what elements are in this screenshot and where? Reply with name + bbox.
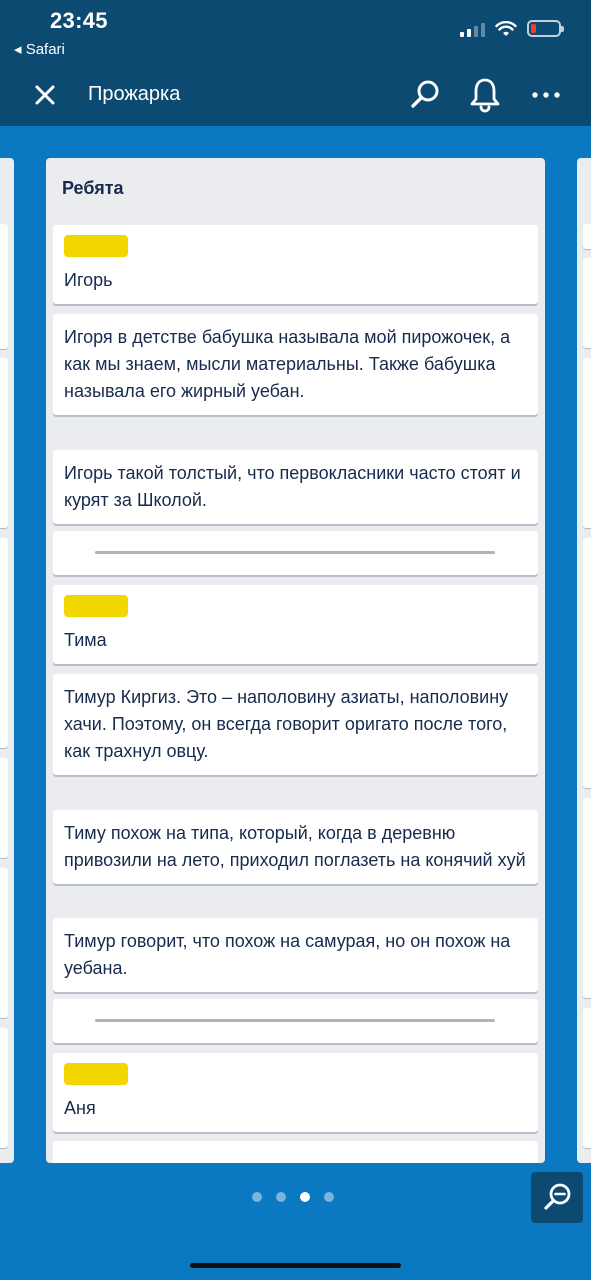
zoom-out-icon — [531, 1172, 583, 1223]
card-tima-1[interactable] — [53, 674, 538, 775]
card-tima[interactable] — [53, 585, 538, 664]
close-icon[interactable] — [30, 80, 60, 110]
divider-line — [95, 1019, 495, 1022]
search-icon[interactable] — [408, 78, 442, 112]
divider-line — [95, 551, 495, 554]
card-text: Тиму похож на типа, который, когда в деревню привозили на лето, приходил поглазеть на конячий хуй — [64, 823, 526, 870]
status-time: 23:45 — [50, 8, 108, 33]
card-igor-2[interactable] — [53, 450, 538, 524]
list-title[interactable]: Ребята — [62, 178, 124, 198]
previous-list-edge[interactable] — [0, 158, 14, 1163]
pager-dot[interactable] — [252, 1192, 262, 1202]
card-text: Игоря в детстве бабушка называла мой пирожочек, а как мы знаем, мысли материальны. Также бабушка называла его жирный уебан. — [64, 327, 511, 401]
card-igor[interactable] — [53, 225, 538, 304]
card-partial[interactable] — [53, 1141, 538, 1163]
card-anya[interactable] — [53, 1053, 538, 1132]
card-text: Аня — [64, 1098, 96, 1118]
board-title: Прожарка — [88, 83, 181, 105]
home-indicator[interactable] — [190, 1263, 401, 1268]
status-icons — [460, 20, 561, 37]
list-rebyata — [46, 158, 545, 1163]
card-text: Игорь такой толстый, что первокласники часто стоят и курят за Школой. — [64, 463, 521, 510]
card-text: Игорь — [64, 270, 113, 290]
cellular-signal-icon — [460, 21, 485, 37]
card-text: Тимур Киргиз. Это – наполовину азиаты, наполовину хачи. Поэтому, он всегда говорит оригато после того, как трахнул овцу. — [64, 687, 509, 761]
card-tima-3[interactable] — [53, 918, 538, 992]
divider-card[interactable] — [53, 999, 538, 1043]
more-icon[interactable] — [530, 78, 562, 112]
card-igor-1[interactable] — [53, 314, 538, 415]
divider-card[interactable] — [53, 531, 538, 575]
card-tima-2[interactable] — [53, 810, 538, 884]
pager-dot-active[interactable] — [300, 1192, 310, 1202]
zoom-out-button[interactable] — [531, 1172, 583, 1223]
yellow-label — [64, 235, 128, 257]
bell-icon[interactable] — [468, 77, 502, 113]
next-list-edge[interactable] — [577, 158, 591, 1163]
card-text: Тима — [64, 630, 107, 650]
yellow-label — [64, 595, 128, 617]
top-bar — [0, 0, 591, 126]
yellow-label — [64, 1063, 128, 1085]
back-to-safari-link[interactable]: ◂ Safari — [14, 41, 65, 58]
nav-bar — [0, 64, 591, 126]
card-text: Тимур говорит, что похож на самурая, но он похож на уебана. — [64, 931, 511, 978]
pager-dot[interactable] — [276, 1192, 286, 1202]
battery-icon — [527, 20, 561, 37]
list-pager — [252, 1192, 334, 1202]
wifi-icon — [495, 21, 517, 37]
pager-dot[interactable] — [324, 1192, 334, 1202]
